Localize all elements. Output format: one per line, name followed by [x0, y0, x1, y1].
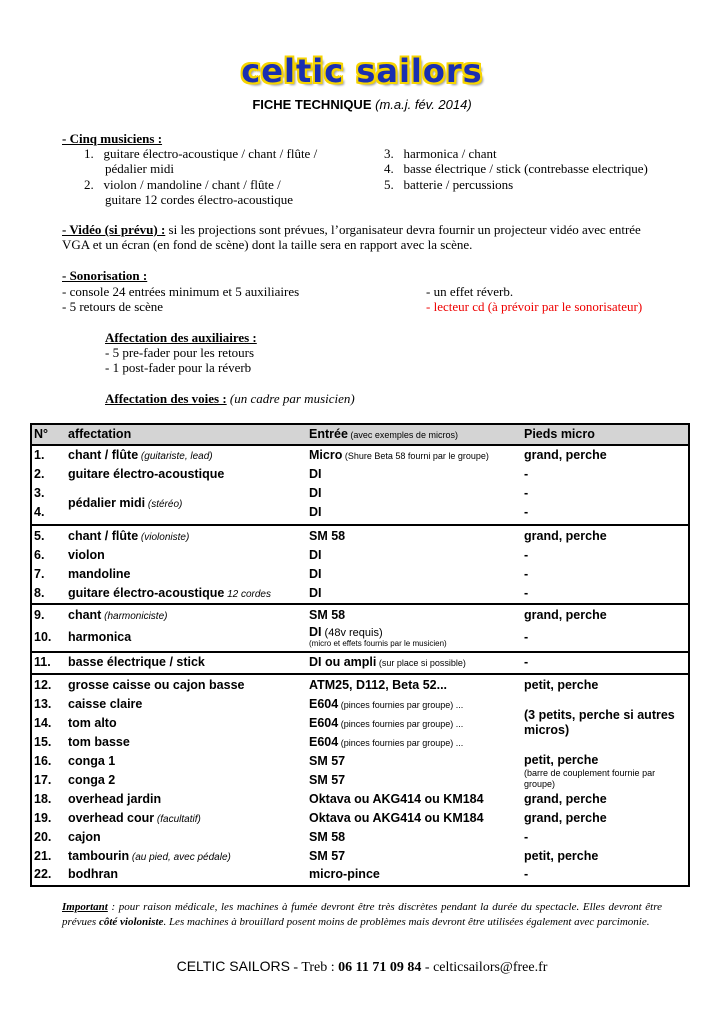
- sono-heading: - Sonorisation :: [62, 268, 148, 283]
- title-sub: (m.a.j. fév. 2014): [375, 97, 472, 112]
- musician-2-line2: guitare 12 cordes électro-acoustique: [105, 192, 294, 207]
- group-batteur: 12. grosse caisse ou cajon basse ATM25, D112, Beta 52... petit, perche 13. caisse claire E604 (pinces fournies par groupe) ... 14. tom alto E604 (pinces fournies par groupe) ... 15. tom basse E604 (pinces fournies par groupe) ... (3 petits, perche si autres micros) 16. conga 1 SM 57 17. conga 2 SM 57 petit, perche (barre de couplement fournie par groupe) 18. overhead jardin Oktava ou AKG414 ou KM184 grand, perche 19. overhead cour (facultatif) Oktava ou AKG414 ou KM184 grand, perche 20. cajon SM 58 - 21. tambourin (au pied, avec pédale) SM 57 petit, perche 22. bodhran micro-pince -: [34, 678, 675, 881]
- contact-footer: CELTIC SAILORS - Treb : 06 11 71 09 84 - celticsailors@free.fr: [176, 958, 548, 975]
- logo: celtic sailors: [241, 52, 483, 90]
- page-title: [0, 97, 724, 112]
- video-line1: - Vidéo (si prévu) : si les projections sont prévues, l’organisateur devra fournir un projecteur vidéo avec entrée: [62, 222, 641, 237]
- important-note: Important : pour raison médicale, les machines à fumée devront être très discrètes pendant la durée du spectacle. Elles devront être prévues côté violoniste. Les machines à brouillard posent moins de problèmes mais devront être utilisées également avec parcimonie.: [62, 901, 662, 928]
- musician-4: 4. basse électrique / stick (contrebasse electrique): [384, 161, 648, 176]
- group-harmoniciste: 9. chant (harmoniciste) SM 58 grand, perche 10. harmonica DI (48v requis) (micro et effets fournis par le musicien) -: [32, 605, 688, 653]
- musician-2: 2. violon / mandoline / chant / flûte /: [84, 177, 281, 192]
- musician-5: 5. batterie / percussions: [384, 177, 514, 192]
- video-line2: VGA et un écran (en fond de scène) dont la taille sera en rapport avec la scène.: [62, 237, 473, 252]
- table-header: N° affectation Entrée (avec exemples de micros) Pieds micro: [32, 425, 688, 446]
- musician-1-line2: pédalier midi: [105, 161, 174, 176]
- sono-r2: - lecteur cd (à prévoir par le sonorisateur): [426, 299, 643, 314]
- aux-l2: - 1 post-fader pour la réverb: [105, 360, 252, 375]
- voies-heading: Affectation des voies : (un cadre par musicien): [105, 391, 355, 406]
- aux-l1: - 5 pre-fader pour les retours: [105, 345, 255, 360]
- sono-l2: - 5 retours de scène: [62, 299, 164, 314]
- channel-table: [30, 423, 690, 887]
- musician-1: 1. guitare électro-acoustique / chant / flûte /: [84, 146, 318, 161]
- musician-3: 3. harmonica / chant: [384, 146, 497, 161]
- group-bassiste: 11. basse électrique / stick DI ou ampli (sur place si possible) -: [32, 653, 688, 675]
- group-guitariste: 1. chant / flûte (guitariste, lead) Micro (Shure Beta 58 fourni par le groupe) grand, perche 2. guitare électro-acoustique DI - 3. pédalier midi (stéréo) DI - 4. DI -: [32, 446, 688, 526]
- sono-l1: - console 24 entrées minimum et 5 auxiliaires: [62, 284, 300, 299]
- title-main: FICHE TECHNIQUE: [252, 97, 372, 112]
- sono-r1: - un effet réverb.: [426, 284, 514, 299]
- aux-heading: Affectation des auxiliaires :: [105, 330, 257, 345]
- group-violoniste: 5. chant / flûte (violoniste) SM 58 grand, perche 6. violon DI - 7. mandoline DI - 8. guitare électro-acoustique 12 cordes DI -: [32, 526, 688, 605]
- musicians-heading: - Cinq musiciens :: [62, 131, 163, 146]
